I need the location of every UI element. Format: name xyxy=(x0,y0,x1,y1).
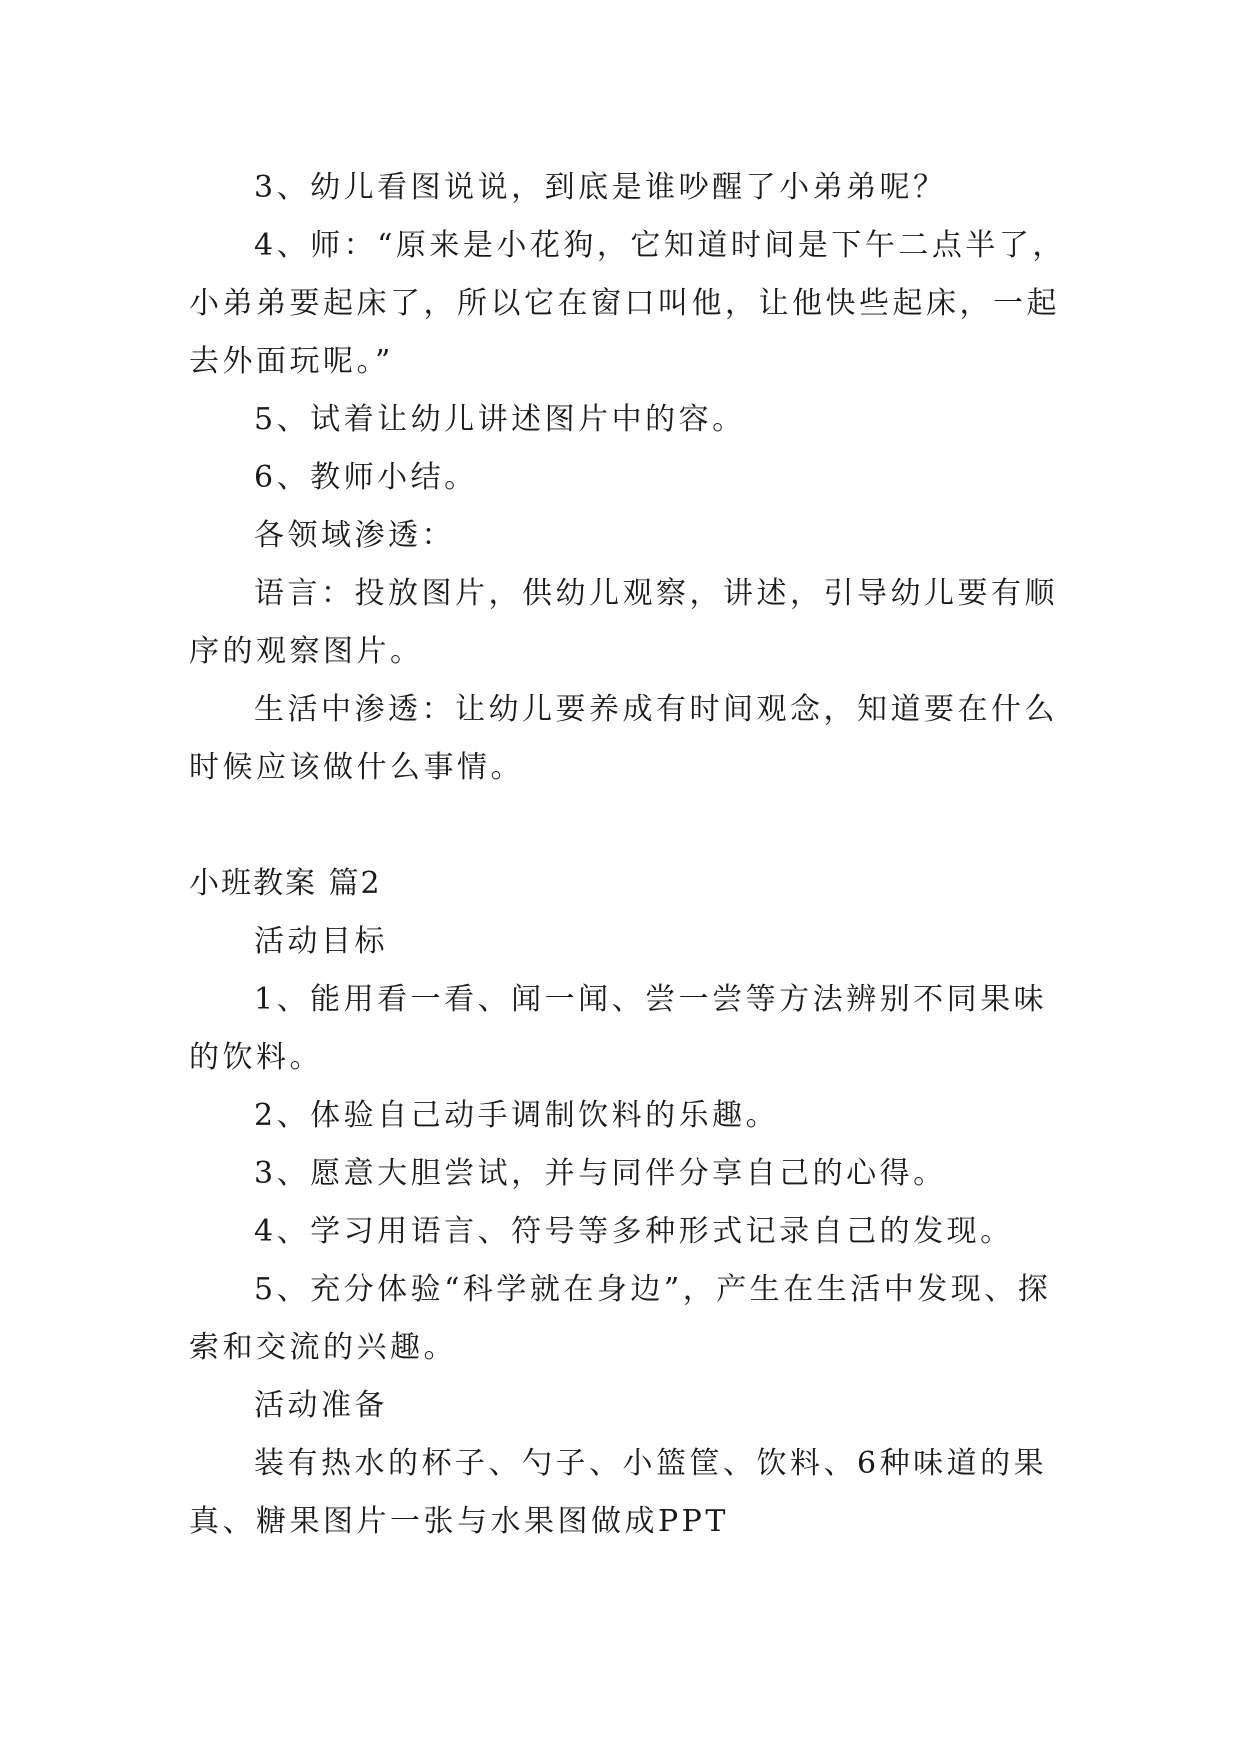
paragraph-line: 2、体验自己动手调制饮料的乐趣。 xyxy=(254,1098,780,1133)
subheading: 活动目标 xyxy=(254,924,388,959)
paragraph-line: 真、糖果图片一张与水果图做成PPT xyxy=(189,1504,729,1539)
paragraph-line: 3、愿意大胆尝试，并与同伴分享自己的心得。 xyxy=(254,1156,947,1191)
paragraph-line: 3、幼儿看图说说，到底是谁吵醒了小弟弟呢？ xyxy=(254,170,947,205)
paragraph-line: 生活中渗透：让幼儿要养成有时间观念，知道要在什么 xyxy=(254,692,1058,727)
paragraph-line: 序的观察图片。 xyxy=(189,634,424,669)
paragraph-line: 4、学习用语言、符号等多种形式记录自己的发现。 xyxy=(254,1214,1014,1249)
paragraph-line: 5、充分体验“科学就在身边”，产生在生活中发现、探 xyxy=(254,1272,1052,1307)
paragraph-line: 各领域渗透： xyxy=(254,518,455,553)
paragraph-line: 6、教师小结。 xyxy=(254,460,478,495)
paragraph-line: 索和交流的兴趣。 xyxy=(189,1330,457,1365)
paragraph-line: 语言：投放图片，供幼儿观察，讲述，引导幼儿要有顺 xyxy=(254,576,1058,611)
paragraph-line: 1、能用看一看、闻一闻、尝一尝等方法辨别不同果味 xyxy=(254,982,1048,1017)
paragraph-line: 4、师：“原来是小花狗，它知道时间是下午二点半了， xyxy=(254,228,1066,263)
paragraph-line: 小弟弟要起床了，所以它在窗口叫他，让他快些起床，一起 xyxy=(189,286,1060,321)
paragraph-line: 5、试着让幼儿讲述图片中的容。 xyxy=(254,402,746,437)
section-title: 小班教案 篇2 xyxy=(189,866,382,901)
paragraph-line: 装有热水的杯子、勺子、小篮筐、饮料、6种味道的果 xyxy=(254,1446,1048,1481)
subheading: 活动准备 xyxy=(254,1388,388,1423)
paragraph-line: 时候应该做什么事情。 xyxy=(189,750,524,785)
paragraph-line: 去外面玩呢。” xyxy=(189,344,394,379)
paragraph-line: 的饮料。 xyxy=(189,1040,323,1075)
